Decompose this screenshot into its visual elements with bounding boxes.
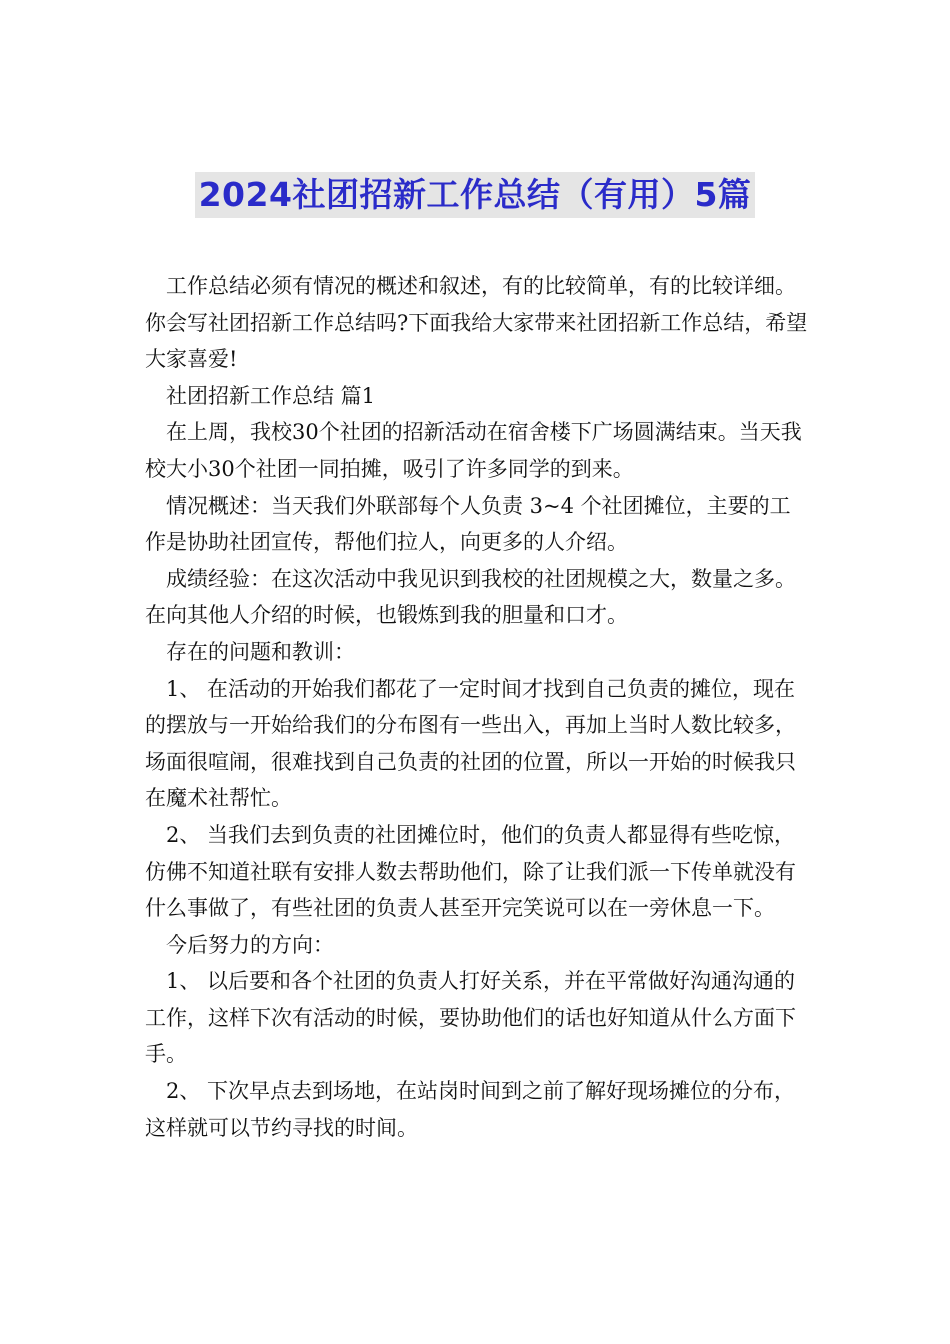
subheading: 今后努力的方向： [166, 932, 334, 957]
list-item: 1、 以后要和各个社团的负责人打好关系，并在平常做好沟通沟通的工作，这样下次有活动的时候，要协助他们的话也好知道从什么方面下手。 [145, 969, 796, 1067]
list-item: 2、 下次早点去到场地，在站岗时间到之前了解好现场摊位的分布，这样就可以节约寻找的时间。 [145, 1079, 796, 1140]
subheading: 存在的问题和教训： [166, 639, 355, 664]
paragraph: 情况概述：当天我们外联部每个人负责 3~4 个社团摊位，主要的工作是协助社团宣传，帮他们拉人，向更多的人介绍。 [145, 493, 791, 555]
list-item: 2、 当我们去到负责的社团摊位时，他们的负责人都显得有些吃惊，仿佛不知道社联有安排人数去帮助他们，除了让我们派一下传单就没有什么事做了，有些社团的负责人甚至开完笑说可以在一旁休息一下。 [145, 822, 796, 921]
document-title: 2024社团招新工作总结（有用）5篇 [195, 172, 756, 218]
intro-paragraph: 工作总结必须有情况的概述和叙述，有的比较简单，有的比较详细。你会写社团招新工作总结吗?下面我给大家带来社团招新工作总结，希望大家喜爱! [145, 274, 808, 372]
title-container [0, 172, 950, 218]
paragraph: 在上周，我校30个社团的招新活动在宿舍楼下广场圆满结束。当天我校大小30个社团一同拍摊，吸引了许多同学的到来。 [145, 420, 802, 481]
document-body [145, 268, 810, 1146]
list-item: 1、 在活动的开始我们都花了一定时间才找到自己负责的摊位，现在的摆放与一开始给我们的分布图有一些出入，再加上当时人数比较多，场面很喧闹，很难找到自己负责的社团的位置，所以一开始的时候我只在魔术社帮忙。 [145, 676, 796, 811]
paragraph: 成绩经验：在这次活动中我见识到我校的社团规模之大，数量之多。在向其他人介绍的时候，也锻炼到我的胆量和口才。 [145, 566, 796, 628]
section-heading: 社团招新工作总结 篇1 [166, 383, 376, 408]
